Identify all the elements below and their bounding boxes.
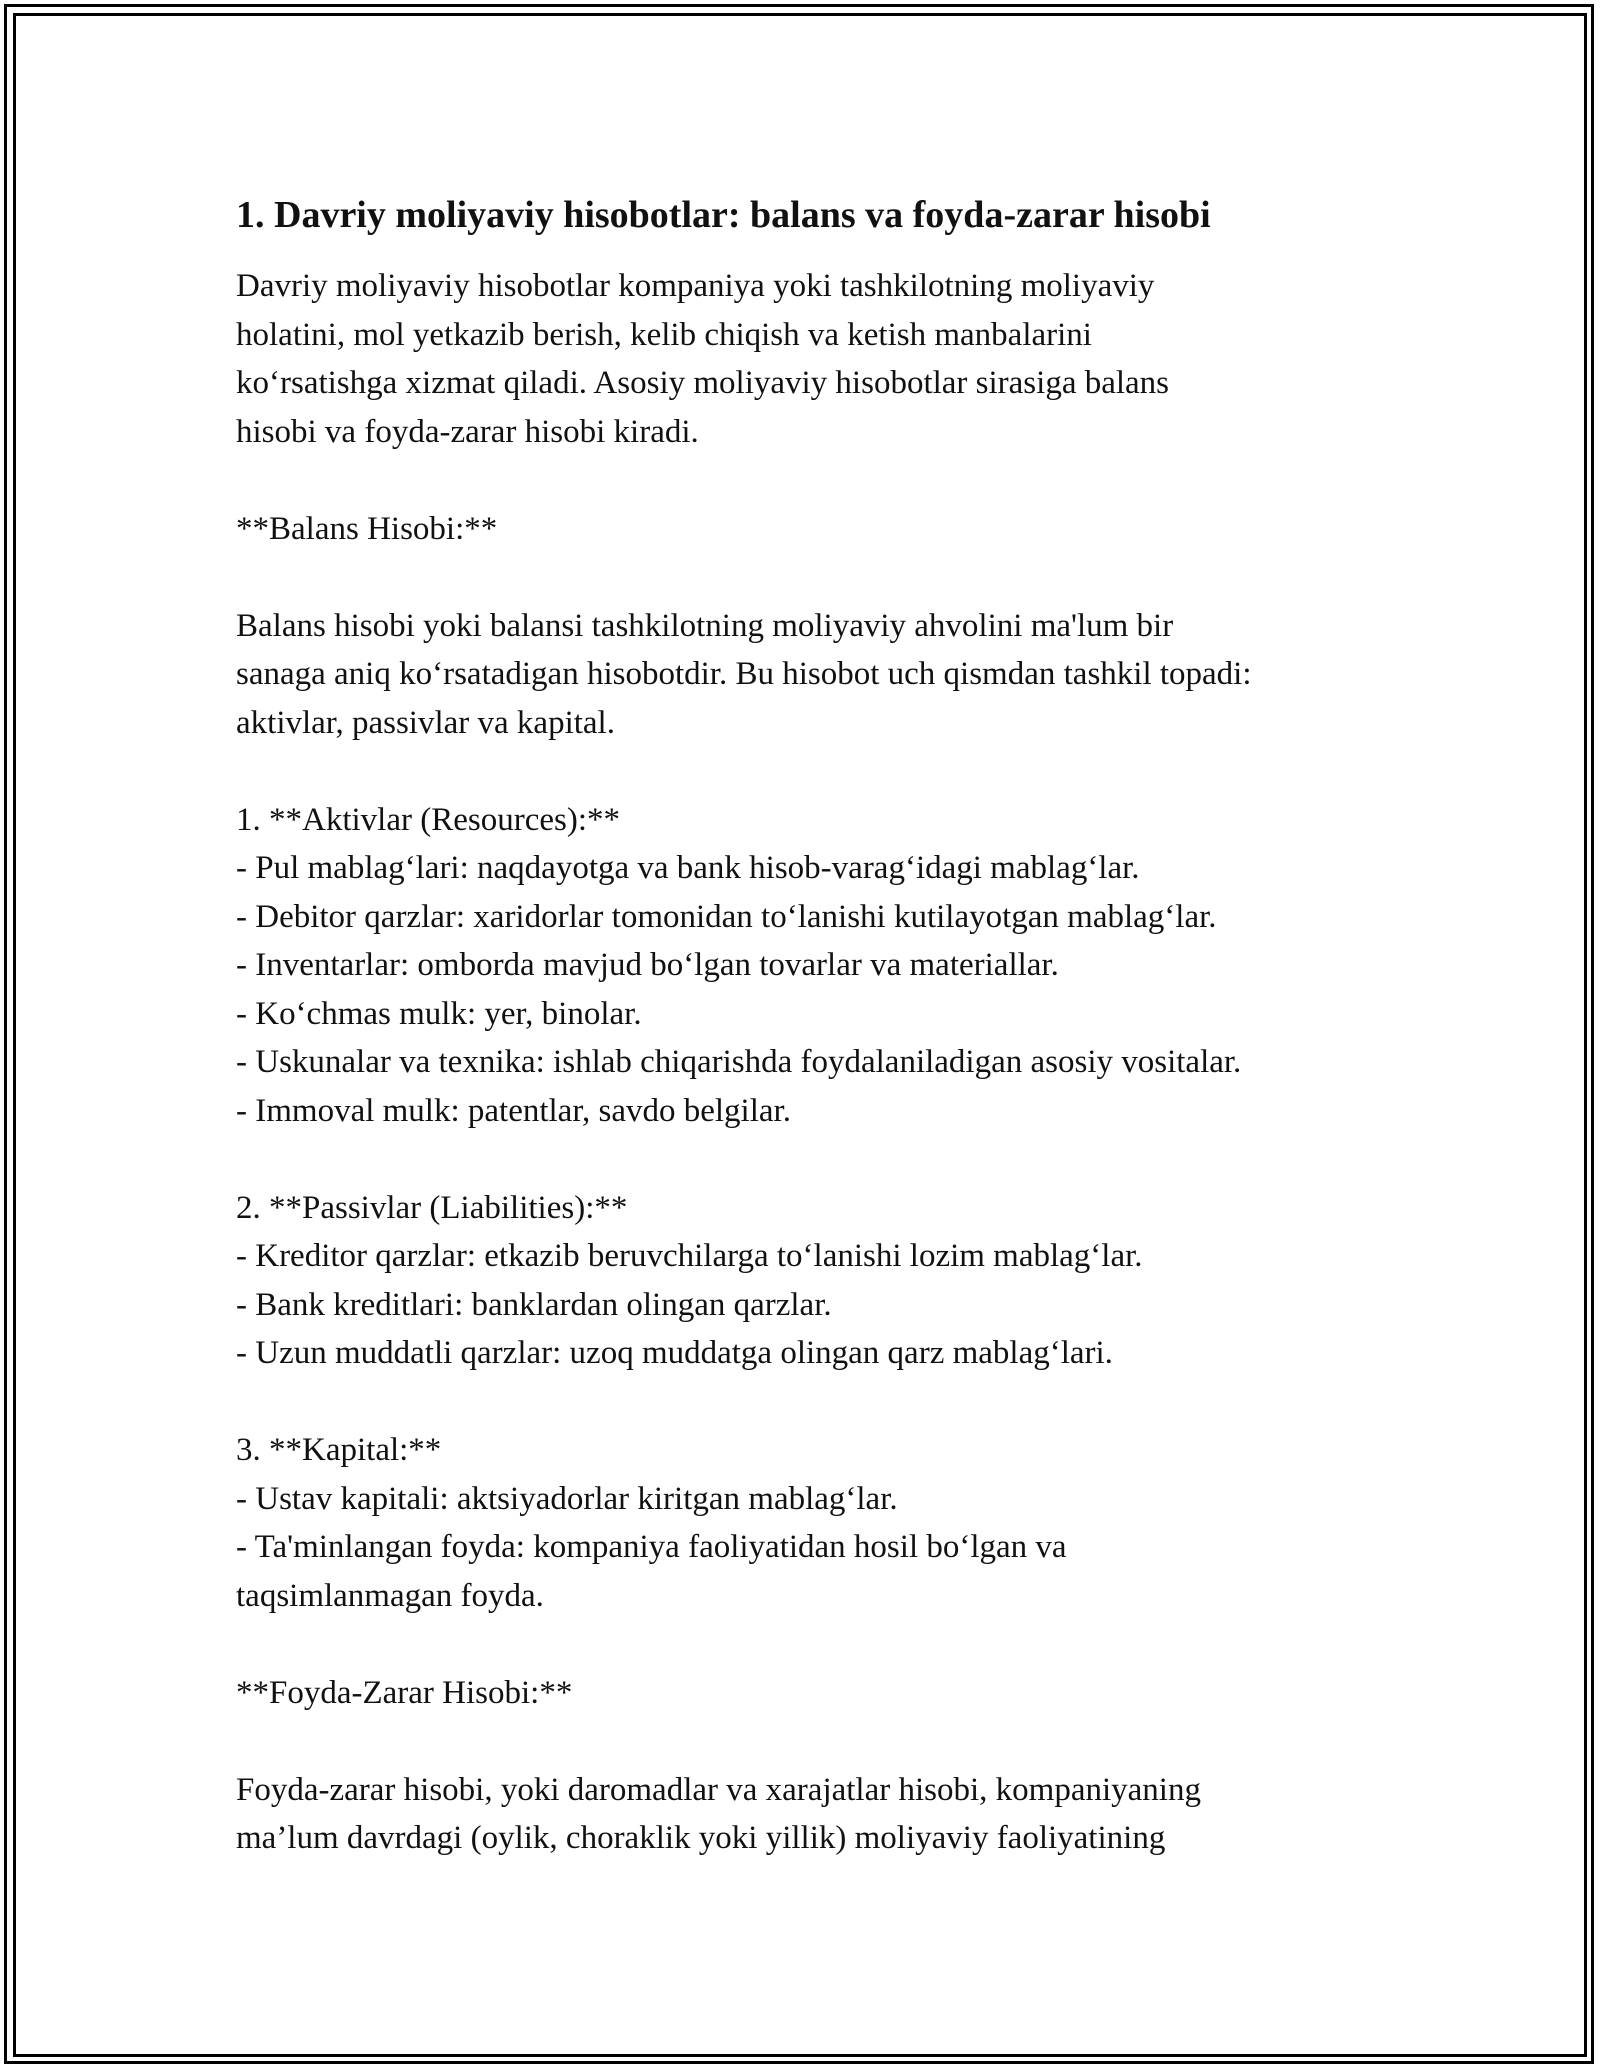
list-item: - Ko‘chmas mulk: yer, binolar. [236, 995, 642, 1032]
intro-paragraph [236, 262, 1396, 456]
income-heading [236, 1669, 1396, 1718]
intro-line: hisobi va foyda-zarar hisobi kiradi. [236, 413, 699, 450]
list-item: - Debitor qarzlar: xaridorlar tomonidan to‘lanishi kutilayotgan mablag‘lar. [236, 898, 1217, 935]
spacer [236, 1135, 1396, 1184]
income-line: Foyda-zarar hisobi, yoki daromadlar va xarajatlar hisobi, kompaniyaning [236, 1771, 1201, 1808]
list-item: - Kreditor qarzlar: etkazib beruvchilarga to‘lanishi lozim mablag‘lar. [236, 1238, 1143, 1274]
list-item: - Ta'minlangan foyda: kompaniya faoliyatidan hosil bo‘lgan va [236, 1529, 1067, 1565]
list-item: - Uskunalar va texnika: ishlab chiqarishda foydalaniladigan asosiy vositalar. [236, 1044, 1242, 1080]
list-item: taqsimlanmagan foyda. [236, 1577, 544, 1614]
balance-paragraph [236, 602, 1396, 748]
spacer [236, 747, 1396, 796]
spacer [236, 1717, 1396, 1766]
list-item: - Pul mablag‘lari: naqdayotga va bank hisob-varag‘idagi mablag‘lar. [236, 850, 1140, 886]
document-title: 1. Davriy moliyaviy hisobotlar: balans va foyda-zarar hisobi [236, 194, 1211, 236]
liabilities-section [236, 1184, 1396, 1378]
liabilities-heading: 2. **Passivlar (Liabilities):** [236, 1189, 628, 1226]
balance-line: sanaga aniq ko‘rsatadigan hisobotdir. Bu hisobot uch qismdan tashkil topadi: [236, 656, 1252, 692]
spacer [236, 1378, 1396, 1427]
spacer [236, 456, 1396, 505]
list-item: - Inventarlar: omborda mavjud bo‘lgan tovarlar va materiallar. [236, 947, 1059, 983]
income-heading-text: **Foyda-Zarar Hisobi:** [236, 1674, 573, 1711]
intro-line: holatini, mol yetkazib berish, kelib chiqish va ketish manbalarini [236, 316, 1092, 353]
intro-line: Davriy moliyaviy hisobotlar kompaniya yoki tashkilotning moliyaviy [236, 268, 1155, 304]
balance-line: aktivlar, passivlar va kapital. [236, 704, 615, 741]
assets-heading: 1. **Aktivlar (Resources):** [236, 801, 620, 838]
income-paragraph [236, 1766, 1396, 1863]
spacer [236, 1620, 1396, 1669]
list-item: - Ustav kapitali: aktsiyadorlar kiritgan mablag‘lar. [236, 1480, 898, 1517]
list-item: - Uzun muddatli qarzlar: uzoq muddatga olingan qarz mablag‘lari. [236, 1335, 1113, 1371]
income-line: ma’lum davrdagi (oylik, choraklik yoki yillik) moliyaviy faoliyatining [236, 1820, 1166, 1856]
capital-heading: 3. **Kapital:** [236, 1432, 442, 1468]
balance-heading-text: **Balans Hisobi:** [236, 510, 498, 547]
assets-section [236, 796, 1396, 1136]
balance-line: Balans hisobi yoki balansi tashkilotning moliyaviy ahvolini ma'lum bir [236, 607, 1174, 644]
capital-section [236, 1426, 1396, 1620]
document-page [236, 190, 1396, 1863]
intro-line: ko‘rsatishga xizmat qiladi. Asosiy moliyaviy hisobotlar sirasiga balans [236, 365, 1170, 401]
spacer [236, 553, 1396, 602]
balance-heading [236, 505, 1396, 554]
list-item: - Immoval mulk: patentlar, savdo belgilar. [236, 1092, 791, 1129]
list-item: - Bank kreditlari: banklardan olingan qarzlar. [236, 1286, 832, 1323]
